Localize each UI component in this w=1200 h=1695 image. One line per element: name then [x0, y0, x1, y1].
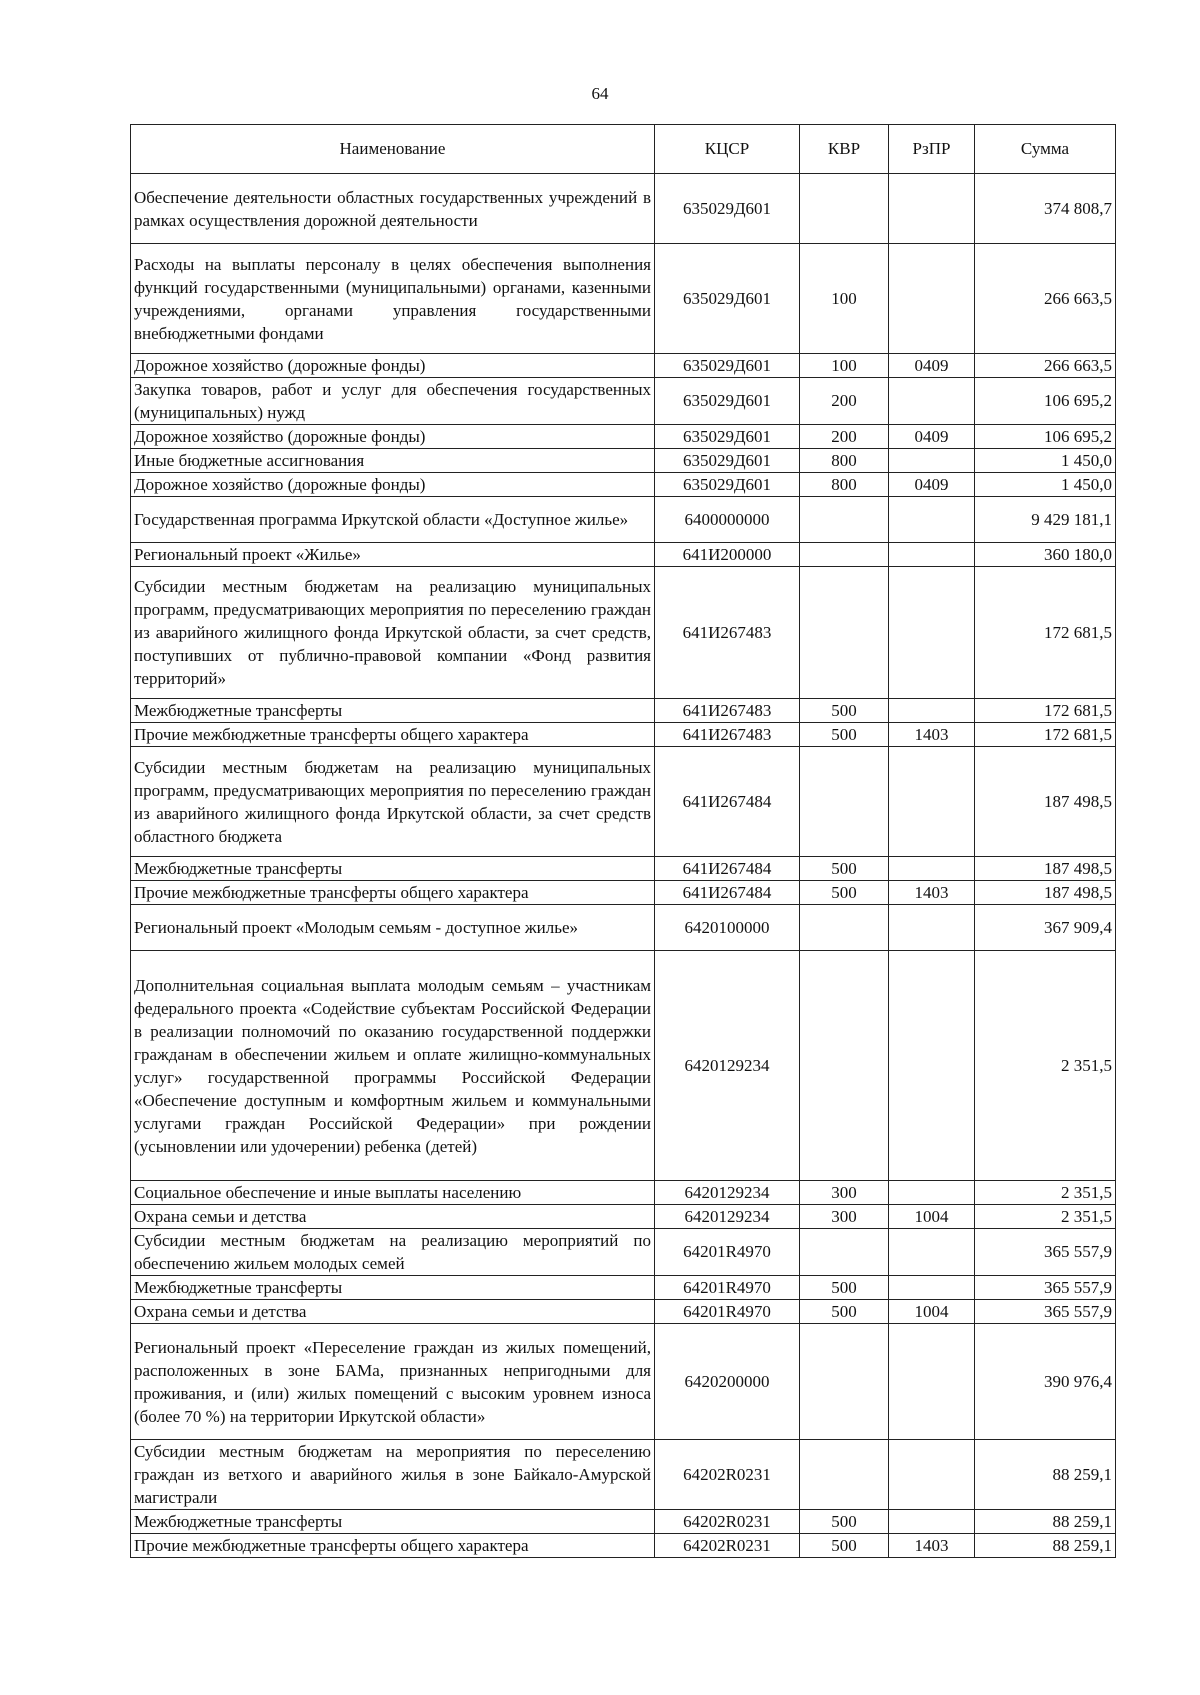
table-row — [131, 1510, 1116, 1534]
row-rzpr: 1403 — [889, 723, 975, 747]
row-rzpr — [889, 449, 975, 473]
table-row — [131, 1324, 1116, 1440]
row-rzpr — [889, 378, 975, 425]
row-rzpr — [889, 174, 975, 244]
row-name: Субсидии местным бюджетам на реализацию муниципальных программ, предусматривающих мероприятия по переселению граждан из аварийного жилищного фонда Иркутской области, за счет средств, поступивших от публично-правовой компании «Фонд развития территорий» — [131, 567, 655, 699]
row-kcsr: 64202R0231 — [655, 1534, 800, 1558]
table-row — [131, 543, 1116, 567]
row-name: Субсидии местным бюджетам на реализацию муниципальных программ, предусматривающих мероприятия по переселению граждан из аварийного жилищного фонда Иркутской области, за счет средств областного бюджета — [131, 747, 655, 857]
row-name: Субсидии местным бюджетам на реализацию мероприятий по обеспечению жильем молодых семей — [131, 1229, 655, 1276]
row-kcsr: 635029Д601 — [655, 425, 800, 449]
row-kvr — [800, 905, 889, 951]
row-name: Дорожное хозяйство (дорожные фонды) — [131, 473, 655, 497]
row-sum: 187 498,5 — [975, 747, 1116, 857]
row-sum: 187 498,5 — [975, 881, 1116, 905]
row-kcsr: 6420129234 — [655, 1205, 800, 1229]
row-sum: 106 695,2 — [975, 378, 1116, 425]
row-kcsr: 64202R0231 — [655, 1440, 800, 1510]
row-kcsr: 6400000000 — [655, 497, 800, 543]
row-kvr — [800, 747, 889, 857]
row-name: Региональный проект «Молодым семьям - доступное жилье» — [131, 905, 655, 951]
table-row — [131, 951, 1116, 1181]
row-rzpr — [889, 567, 975, 699]
row-kcsr: 6420100000 — [655, 905, 800, 951]
header-kcsr: КЦСР — [655, 125, 800, 174]
row-sum: 367 909,4 — [975, 905, 1116, 951]
row-kvr: 500 — [800, 857, 889, 881]
row-rzpr — [889, 905, 975, 951]
header-row — [131, 125, 1116, 174]
row-kcsr: 64201R4970 — [655, 1300, 800, 1324]
row-rzpr — [889, 857, 975, 881]
row-rzpr — [889, 951, 975, 1181]
row-name: Закупка товаров, работ и услуг для обеспечения государственных (муниципальных) нужд — [131, 378, 655, 425]
row-kvr: 800 — [800, 449, 889, 473]
row-kcsr: 641И267483 — [655, 567, 800, 699]
row-kvr: 100 — [800, 354, 889, 378]
row-kvr: 200 — [800, 378, 889, 425]
row-name: Дополнительная социальная выплата молодым семьям – участникам федерального проекта «Содействие субъектам Российской Федерации в реализации полномочий по оказанию государственной поддержки гражданам в обеспечении жильем и оплате жилищно-коммунальных услуг» государственной программы Российской Федерации «Обеспечение доступным и комфортным жильем и коммунальными услугами граждан Российской Федерации» при рождении (усыновлении или удочерении) ребенка (детей) — [131, 951, 655, 1181]
row-rzpr — [889, 497, 975, 543]
table-row — [131, 244, 1116, 354]
row-kvr: 500 — [800, 699, 889, 723]
row-rzpr — [889, 1229, 975, 1276]
row-rzpr: 1004 — [889, 1300, 975, 1324]
row-name: Прочие межбюджетные трансферты общего характера — [131, 881, 655, 905]
row-name: Социальное обеспечение и иные выплаты населению — [131, 1181, 655, 1205]
row-name: Расходы на выплаты персоналу в целях обеспечения выполнения функций государственными (муниципальными) органами, казенными учреждениями, органами управления государственными внебюджетными фондами — [131, 244, 655, 354]
row-name: Региональный проект «Жилье» — [131, 543, 655, 567]
row-kvr — [800, 1440, 889, 1510]
table-row — [131, 497, 1116, 543]
table-row — [131, 449, 1116, 473]
table-row — [131, 699, 1116, 723]
row-kvr: 500 — [800, 1300, 889, 1324]
table-row — [131, 174, 1116, 244]
row-name: Межбюджетные трансферты — [131, 699, 655, 723]
page-number: 64 — [591, 84, 609, 103]
row-kcsr: 6420129234 — [655, 1181, 800, 1205]
row-kvr — [800, 543, 889, 567]
row-sum: 365 557,9 — [975, 1300, 1116, 1324]
row-kcsr: 64201R4970 — [655, 1276, 800, 1300]
row-sum: 360 180,0 — [975, 543, 1116, 567]
row-rzpr: 1004 — [889, 1205, 975, 1229]
table-row — [131, 1300, 1116, 1324]
row-name: Прочие межбюджетные трансферты общего характера — [131, 1534, 655, 1558]
header-kvr: КВР — [800, 125, 889, 174]
row-sum: 172 681,5 — [975, 723, 1116, 747]
row-rzpr — [889, 1181, 975, 1205]
budget-table — [130, 124, 1116, 1558]
header-sum: Сумма — [975, 125, 1116, 174]
row-rzpr: 0409 — [889, 354, 975, 378]
row-rzpr — [889, 1276, 975, 1300]
row-sum: 1 450,0 — [975, 449, 1116, 473]
table-row — [131, 1534, 1116, 1558]
row-sum: 172 681,5 — [975, 699, 1116, 723]
table-row — [131, 1276, 1116, 1300]
header-rzpr: РзПР — [889, 125, 975, 174]
table-row — [131, 1181, 1116, 1205]
row-kvr — [800, 1229, 889, 1276]
table-row — [131, 354, 1116, 378]
row-kcsr: 64201R4970 — [655, 1229, 800, 1276]
row-name: Субсидии местным бюджетам на мероприятия по переселению граждан из ветхого и аварийного жилья в зоне Байкало-Амурской магистрали — [131, 1440, 655, 1510]
row-kcsr: 641И200000 — [655, 543, 800, 567]
row-kcsr: 635029Д601 — [655, 174, 800, 244]
table-row — [131, 857, 1116, 881]
row-kvr — [800, 1324, 889, 1440]
row-sum: 365 557,9 — [975, 1276, 1116, 1300]
row-kcsr: 635029Д601 — [655, 244, 800, 354]
row-rzpr — [889, 543, 975, 567]
row-name: Охрана семьи и детства — [131, 1205, 655, 1229]
row-name: Региональный проект «Переселение граждан из жилых помещений, расположенных в зоне БАМа, признанных непригодными для проживания, и (или) жилых помещений с высоким уровнем износа (более 70 %) на территории Иркутской области» — [131, 1324, 655, 1440]
row-kcsr: 641И267484 — [655, 857, 800, 881]
row-name: Дорожное хозяйство (дорожные фонды) — [131, 425, 655, 449]
row-rzpr: 0409 — [889, 473, 975, 497]
row-sum: 2 351,5 — [975, 951, 1116, 1181]
row-kcsr: 635029Д601 — [655, 473, 800, 497]
row-name: Межбюджетные трансферты — [131, 1510, 655, 1534]
row-name: Межбюджетные трансферты — [131, 1276, 655, 1300]
row-rzpr: 1403 — [889, 1534, 975, 1558]
row-kcsr: 6420200000 — [655, 1324, 800, 1440]
row-sum: 390 976,4 — [975, 1324, 1116, 1440]
row-kcsr: 635029Д601 — [655, 449, 800, 473]
table-row — [131, 425, 1116, 449]
row-kvr: 500 — [800, 1510, 889, 1534]
row-rzpr — [889, 699, 975, 723]
row-kcsr: 641И267484 — [655, 747, 800, 857]
row-name: Обеспечение деятельности областных государственных учреждений в рамках осуществления дорожной деятельности — [131, 174, 655, 244]
table-row — [131, 905, 1116, 951]
row-sum: 88 259,1 — [975, 1510, 1116, 1534]
row-rzpr — [889, 1510, 975, 1534]
row-kvr — [800, 174, 889, 244]
row-sum: 172 681,5 — [975, 567, 1116, 699]
row-kvr — [800, 951, 889, 1181]
row-kvr: 200 — [800, 425, 889, 449]
row-kcsr: 641И267483 — [655, 699, 800, 723]
header-name: Наименование — [131, 125, 655, 174]
row-sum: 88 259,1 — [975, 1534, 1116, 1558]
row-rzpr — [889, 747, 975, 857]
table-row — [131, 881, 1116, 905]
row-kcsr: 64202R0231 — [655, 1510, 800, 1534]
row-kvr: 500 — [800, 723, 889, 747]
row-rzpr: 0409 — [889, 425, 975, 449]
row-kvr: 300 — [800, 1181, 889, 1205]
row-name: Прочие межбюджетные трансферты общего характера — [131, 723, 655, 747]
table-row — [131, 1440, 1116, 1510]
row-name: Дорожное хозяйство (дорожные фонды) — [131, 354, 655, 378]
table-row — [131, 747, 1116, 857]
row-sum: 2 351,5 — [975, 1205, 1116, 1229]
row-kcsr: 641И267483 — [655, 723, 800, 747]
row-sum: 374 808,7 — [975, 174, 1116, 244]
row-rzpr — [889, 244, 975, 354]
table-row — [131, 378, 1116, 425]
row-sum: 9 429 181,1 — [975, 497, 1116, 543]
row-kcsr: 6420129234 — [655, 951, 800, 1181]
row-rzpr — [889, 1440, 975, 1510]
row-kcsr: 635029Д601 — [655, 378, 800, 425]
table-row — [131, 567, 1116, 699]
row-sum: 187 498,5 — [975, 857, 1116, 881]
row-kvr: 500 — [800, 1276, 889, 1300]
row-kvr — [800, 497, 889, 543]
row-sum: 365 557,9 — [975, 1229, 1116, 1276]
row-name: Иные бюджетные ассигнования — [131, 449, 655, 473]
row-name: Межбюджетные трансферты — [131, 857, 655, 881]
row-sum: 2 351,5 — [975, 1181, 1116, 1205]
table-row — [131, 1229, 1116, 1276]
row-kvr: 500 — [800, 1534, 889, 1558]
row-kvr — [800, 567, 889, 699]
table-row — [131, 723, 1116, 747]
row-kvr: 300 — [800, 1205, 889, 1229]
row-rzpr: 1403 — [889, 881, 975, 905]
row-kcsr: 635029Д601 — [655, 354, 800, 378]
row-name: Государственная программа Иркутской области «Доступное жилье» — [131, 497, 655, 543]
table-row — [131, 473, 1116, 497]
row-sum: 88 259,1 — [975, 1440, 1116, 1510]
row-name: Охрана семьи и детства — [131, 1300, 655, 1324]
row-kvr: 500 — [800, 881, 889, 905]
table-row — [131, 1205, 1116, 1229]
row-sum: 266 663,5 — [975, 244, 1116, 354]
row-rzpr — [889, 1324, 975, 1440]
row-kvr: 800 — [800, 473, 889, 497]
row-sum: 266 663,5 — [975, 354, 1116, 378]
row-sum: 106 695,2 — [975, 425, 1116, 449]
row-kvr: 100 — [800, 244, 889, 354]
row-kcsr: 641И267484 — [655, 881, 800, 905]
row-sum: 1 450,0 — [975, 473, 1116, 497]
